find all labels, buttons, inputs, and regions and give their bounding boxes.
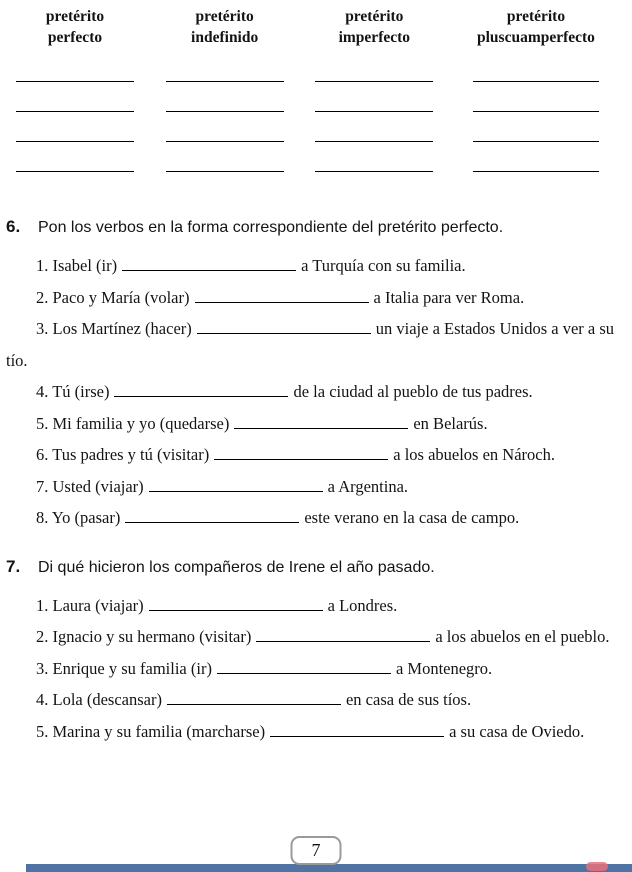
exercise-item: [6, 471, 624, 503]
exercise-6-heading: [6, 214, 624, 241]
item-text-post: a los abuelos en el pueblo.: [435, 627, 610, 646]
blank-line: [315, 112, 433, 142]
column-heading: [6, 6, 144, 52]
answer-blank: [234, 428, 408, 429]
answer-blank: [195, 302, 369, 303]
heading-line: pretérito: [345, 8, 404, 25]
heading-line: pretérito: [195, 8, 254, 25]
footer-decoration-bar: [26, 864, 632, 872]
exercise-item: [6, 716, 624, 748]
item-text-post: en Belarús.: [413, 413, 488, 433]
exercise-number: 7.: [6, 556, 21, 576]
exercise-item: [6, 502, 624, 534]
answer-blank: [217, 673, 391, 674]
exercise-item: [6, 376, 624, 408]
item-text-pre: 7. Usted (viajar): [36, 476, 144, 496]
item-text-post: a Montenegro.: [395, 658, 493, 678]
blank-line: [166, 52, 284, 82]
item-text-pre: 3. Enrique y su familia (ir): [36, 658, 212, 678]
item-text-pre: 1. Laura (viajar): [36, 595, 144, 615]
exercise-number: 6.: [6, 217, 21, 236]
item-text-post: a Argentina.: [327, 476, 409, 496]
exercise-item: [6, 250, 624, 282]
blank-line: [16, 142, 134, 172]
item-text-pre: 4. Lola (descansar): [36, 690, 162, 709]
column-heading: [151, 6, 299, 52]
blank-line: [473, 142, 599, 172]
item-text-pre: 5. Marina y su familia (marcharse): [36, 721, 266, 741]
exercise-instruction: Di qué hicieron los compañeros de Irene el año pasado.: [38, 558, 435, 576]
answer-blank: [149, 610, 323, 611]
item-text-post: a Londres.: [327, 595, 398, 615]
item-text-post: a Turquía con su familia.: [301, 256, 466, 275]
blank-line: [473, 52, 599, 82]
blank-line: [16, 82, 134, 112]
exercise-item: [6, 439, 624, 471]
blank-line: [473, 82, 599, 112]
conjugation-column-perfecto: [6, 6, 144, 172]
exercise-item: [6, 282, 624, 314]
page-number-badge: [291, 836, 342, 865]
blank-line: [16, 52, 134, 82]
page-number: 7: [311, 840, 321, 860]
blank-line: [166, 82, 284, 112]
item-text-pre: 8. Yo (pasar): [36, 508, 121, 527]
answer-blank: [197, 333, 371, 334]
item-text-pre: 4. Tú (irse): [36, 382, 110, 401]
item-text-pre: 5. Mi familia y yo (quedarse): [36, 413, 230, 433]
item-text-pre: 2. Paco y María (volar): [36, 287, 190, 307]
exercise-7: [0, 554, 632, 748]
exercise-item: [6, 684, 624, 716]
answer-blank: [125, 522, 299, 523]
exercise-6-items: [6, 250, 624, 534]
item-text-post: de la ciudad al pueblo de tus padres.: [293, 382, 533, 401]
item-text-pre: 2. Ignacio y su hermano (visitar): [36, 627, 252, 646]
exercise-instruction: Pon los verbos en la forma correspondiente del pretérito perfecto.: [38, 219, 504, 236]
exercise-item: [6, 313, 624, 376]
blank-line: [315, 142, 433, 172]
blank-line: [166, 112, 284, 142]
item-text-post: a los abuelos en Nároch.: [393, 445, 555, 464]
item-text-pre: 6. Tus padres y tú (visitar): [36, 445, 210, 464]
exercise-6: [0, 214, 632, 534]
column-heading: [305, 6, 443, 52]
blank-line: [315, 52, 433, 82]
item-text-post: a su casa de Oviedo.: [449, 721, 585, 741]
conjugation-column-indefinido: [151, 6, 299, 172]
exercise-item: [6, 621, 624, 653]
column-heading: [450, 6, 622, 52]
blank-line: [473, 112, 599, 142]
conjugation-column-pluscuamperfecto: [450, 6, 622, 172]
item-text-pre: 3. Los Martínez (hacer): [36, 319, 192, 338]
item-text-post: este verano en la casa de campo.: [304, 508, 520, 527]
conjugation-column-imperfecto: [305, 6, 443, 172]
footer-accent-mark: [586, 862, 608, 871]
heading-line: perfecto: [47, 29, 103, 46]
item-text-post: en casa de sus tíos.: [345, 690, 472, 709]
answer-blank: [122, 270, 296, 271]
exercise-7-items: [6, 590, 624, 748]
answer-blank: [256, 641, 430, 642]
exercise-7-heading: [6, 554, 624, 581]
answer-blank: [167, 704, 341, 705]
blank-line: [166, 142, 284, 172]
heading-line: imperfecto: [338, 29, 411, 46]
exercise-item: [6, 408, 624, 440]
exercise-item: [6, 653, 624, 685]
heading-line: indefinido: [191, 29, 259, 46]
blank-line: [315, 82, 433, 112]
item-text-post: a Italia para ver Roma.: [373, 287, 525, 307]
heading-line: pluscuamperfecto: [476, 29, 595, 46]
heading-line: pretérito: [45, 8, 105, 25]
exercise-item: [6, 590, 624, 622]
answer-blank: [114, 396, 288, 397]
answer-blank: [149, 491, 323, 492]
item-text-post: un viaje a Estados Unidos a ver a su tío.: [6, 319, 615, 370]
item-text-pre: 1. Isabel (ir): [36, 256, 118, 275]
answer-blank: [270, 736, 444, 737]
heading-line: pretérito: [506, 8, 566, 25]
answer-blank: [214, 459, 388, 460]
blank-line: [16, 112, 134, 142]
conjugation-table: [0, 0, 632, 172]
